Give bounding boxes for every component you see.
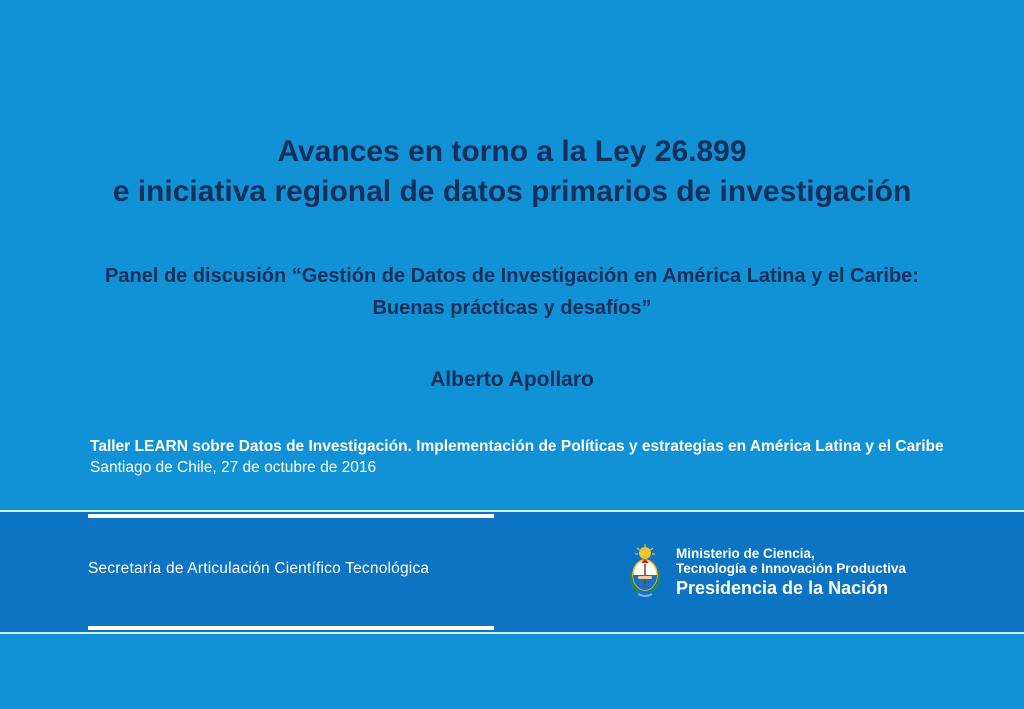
ministry-line-2: Tecnología e Innovación Productiva [676,561,907,576]
secretaria-label: Secretaría de Articulación Científico Tecnológica [88,560,430,577]
ministry-line-1: Ministerio de Ciencia, [676,546,815,561]
event-info [90,436,970,478]
slide-title-line-2: e iniciativa regional de datos primarios de investigación [112,175,912,208]
accent-bar-top [88,514,494,518]
event-name: Taller LEARN sobre Datos de Investigación. Implementación de Políticas y estrategias en América Latina y el Caribe [90,438,944,455]
divider-line-bottom [0,632,1024,634]
slide-title-line-1: Avances en torno a la Ley 26.899 [277,135,747,168]
argentina-coat-of-arms-icon [626,544,664,600]
presidencia-line: Presidencia de la Nación [676,578,889,598]
ministry-logo-text [676,546,906,600]
panel-subtitle: Panel de discusión “Gestión de Datos de Investigación en América Latina y el Caribe: Buenas prácticas y desafíos” [105,265,919,319]
slide-title [40,132,984,212]
accent-bar-bottom [88,626,494,630]
author-name: Alberto Apollaro [430,368,594,391]
event-place-date: Santiago de Chile, 27 de octubre de 2016 [90,459,377,476]
